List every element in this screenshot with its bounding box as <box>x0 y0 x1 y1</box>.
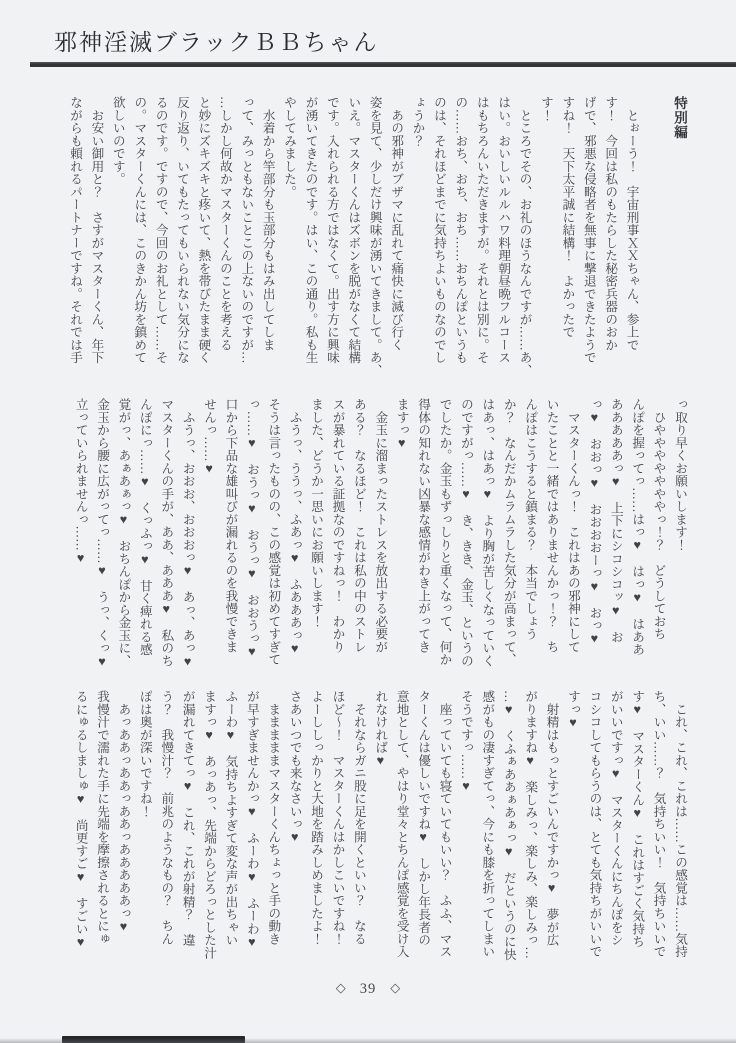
text-column: ほど〜！ マスターくんはかしこいですね！ <box>330 690 345 945</box>
band-2-columns <box>69 398 690 669</box>
title-divider-rule <box>30 62 736 67</box>
text-column: やしてみました。 <box>282 96 297 198</box>
text-column: …しかし何故かマスターくんのことを考える <box>217 96 232 351</box>
text-column: 金玉から腰に広がってっ……♥ うっ、くっ♥ <box>95 398 110 669</box>
text-column: っ……♥ おうっ♥ おうっ♥ おおうっ♥ <box>244 398 259 659</box>
text-column: 水着から竿部分も玉部分もはみ出してしま <box>260 96 275 351</box>
text-column: す♥ マスターくん♥ これはすごく気持ち <box>630 690 645 948</box>
text-column: ぽは奥が深いですね！ <box>137 690 152 818</box>
text-column: 姿を見て、少しだけ興味が湧いてきまして。あ、 <box>367 96 382 377</box>
text-column: お安い御用と？ さすがマスターくん、年下 <box>89 96 104 364</box>
text-column: す！ <box>538 96 553 122</box>
text-column: のは、それほどまでに気持ちよいものなのでし <box>431 96 446 364</box>
text-column: ふーわ♥ 気持ちよすぎて変な声が出ちゃい <box>223 690 238 947</box>
text-column: ょうか？ <box>410 96 425 147</box>
text-column: はあっ、はあっ♥ より胸が苦しくなっていく <box>480 398 495 668</box>
text-column: まままままマスターくんちょっと手の動き <box>266 690 281 945</box>
text-column: あああああっ♥ 上下にシコシコッ♥ お <box>608 398 623 644</box>
text-column: 我慢汁で濡れた手に先端を摩擦されるとにゅ <box>95 690 110 945</box>
text-column: でしたか。金玉もずっしりと重くなって、何か <box>437 398 452 666</box>
text-column: んぽを握ってっ……はっ♥ はっ♥ はああ <box>630 398 645 656</box>
text-column: が早すぎませんかっ♥ ふーわ♥ ふーわ♥ <box>244 690 259 950</box>
band-3-columns <box>69 690 690 961</box>
text-column: が漏れてきてっ♥ これ、これが射精？ 違 <box>180 690 195 947</box>
text-band-1 <box>64 96 690 377</box>
section-label: 特別編 <box>672 96 687 140</box>
text-column: のですがっ……♥ き、きき、金玉、というの <box>458 398 473 668</box>
text-column: マスターくんっ！ これはあの邪神にして <box>565 398 580 653</box>
scan-edge-shadow <box>0 1038 736 1043</box>
text-column: 意地として、やはり堂々とちんぽ感覚を受け入 <box>394 690 409 958</box>
text-column: これ、これ、これは……この感覚は……気持 <box>673 690 687 958</box>
text-column: …♥ くふぁああぁあぁっ♥ だというのに快 <box>501 690 516 961</box>
text-column: コシコしてもらうのは、とても気持ちがいいで <box>587 690 602 958</box>
text-column: か？ なんだかムラムラした気分が高まって、 <box>501 398 516 666</box>
text-column: それならガニ股に足を開くといい？ なる <box>351 690 366 945</box>
text-column: そうは言ったものの、この感覚は初めてすぎて <box>266 398 281 666</box>
text-column: ひやややややややっ！？ どうしておち <box>651 398 666 641</box>
text-column: よーししっかりと大地を踏みしめましたよ！ <box>309 690 324 945</box>
text-column: 感がもの凄すぎてっ、今にも膝を折ってしまい <box>480 690 495 958</box>
text-column: 立っていられませんっ……♥ <box>73 398 88 566</box>
text-column: 射精はもっとすごいんですかっ♥ 夢が広 <box>544 690 559 947</box>
text-column: あっああっああっああっあああああっ♥ <box>116 690 131 934</box>
text-column: いたことと一緒ではありませんかっ！？ ち <box>544 398 559 653</box>
text-column: スが暴れている証拠なのですねっ！ わかり <box>330 398 345 653</box>
text-column: 口から下品な雄叫びが漏れるのを我慢できま <box>223 398 238 653</box>
text-column: ある？ なるほど！ これは私の中のストレ <box>351 398 366 653</box>
text-column: せんっ……♥ <box>202 398 217 476</box>
band-1-columns <box>64 96 642 377</box>
text-column: とぉーう！ 宇宙刑事ＸＸちゃん、参上で <box>624 96 639 351</box>
text-band-3 <box>69 690 690 961</box>
footer-diamond-left-icon: ◇ <box>335 980 346 995</box>
text-column: れなければ♥ <box>373 690 388 768</box>
text-band-2 <box>69 398 690 669</box>
text-column: ふうっ、ううっ、ふあっ♥ ふあああっ♥ <box>287 398 302 656</box>
text-column: ターくんは優しいですね♥ しかし年長者の <box>416 690 431 947</box>
text-column: 覚がっ、あぁあぁっ♥ おちんぽから金玉に、 <box>116 398 131 668</box>
text-column: 座っていても寝ていてもいい？ ふふ、マス <box>437 690 452 958</box>
text-column: です。入れられる方ではなくて。出す方に興味 <box>324 96 339 364</box>
text-column: と妙にズキズキと疼いて、熱を帯びたまま硬く <box>196 96 211 364</box>
text-column: そうですっ……♥ <box>458 690 473 794</box>
page-footer <box>0 981 736 998</box>
text-column: 反り返り、いてもたってもいられない気分にな <box>175 96 190 364</box>
text-column: あの邪神がブザマに乱れて痛快に滅び行く <box>389 96 404 351</box>
text-column: るにゅるしましゅ♥ 尚更すご♥ すごい♥ <box>73 690 88 950</box>
text-column: ますっ♥ あっあっ、先端からどろっとした汁 <box>202 690 217 960</box>
text-column: マスターくんの手が、ああ、あああ♥ 私のち <box>159 398 174 668</box>
text-column: ところでその、お礼のほうなんですが……あ、 <box>517 96 532 377</box>
text-column: 得体の知れない凶暴な感情がわき上がってき <box>416 398 431 653</box>
text-column: はい。おいしいルルハワ料理朝昼晩フルコース <box>496 96 511 364</box>
footer-diamond-right-icon: ◇ <box>390 980 401 995</box>
text-column: 金玉に溜まったストレスを放出する必要が <box>373 398 388 653</box>
text-column: んぽはこうすると鎮まる？ 本当でしょう <box>523 398 538 641</box>
text-column: っ取り早くお願いします！ <box>673 398 687 551</box>
text-column: の。マスターくんには、このきかん坊を鎮めて <box>132 96 147 364</box>
text-column: はもちろんいただきますが。それとは別に。そ <box>474 96 489 364</box>
text-column: っ♥ おおっ♥ おおおおーっ♥ おっ♥ <box>587 398 602 646</box>
text-column: るのです。ですので、今回のお礼として……そ <box>153 96 168 364</box>
text-column: がりますね♥ 楽しみっ、楽しみ、楽しみっ… <box>523 690 538 960</box>
text-column: げで、邪悪な侵略者を無事に撃退できたようで <box>581 96 596 364</box>
text-column: ながらも頼れるパートナーですね。それでは手 <box>68 96 83 364</box>
doc-title: 邪神淫滅ブラックＢＢちゃん <box>54 30 379 55</box>
page-number: 39 <box>359 981 377 997</box>
text-column: の……おち、おち、おち……おちんぽというも <box>453 96 468 364</box>
text-column: ち、いい……？ 気持ちいい！ 気持ちいいで <box>651 690 666 958</box>
text-column: すね！ 天下太平誠に結構！ よかったで <box>560 96 575 339</box>
text-column: ふうっ、おおお、おおおっ♥ あっ、あっ♥ <box>180 398 195 669</box>
text-column: す！ 今回は私のもたらした秘密兵器のおか <box>603 96 618 351</box>
text-column: ますっ♥ <box>394 398 409 451</box>
text-column: う？ 我慢汁？ 前兆のようなもの？ ちん <box>159 690 174 945</box>
text-column: すっ♥ <box>565 690 580 730</box>
text-column: がいいですっ♥ マスターくんにちんぽをシ <box>608 690 623 947</box>
text-column: ました、どうか一思いにお願いします！ <box>309 398 324 628</box>
text-column: んぽにっ……♥ くっふっ♥ 甘く痺れる感 <box>137 398 152 656</box>
text-column: 欲しいのです。 <box>110 96 125 186</box>
text-column: いえ。マスターくんはズボンを脱がなくて結構 <box>346 96 361 364</box>
text-column: って、みっともないことこの上ないのですが… <box>239 96 254 364</box>
text-column: が湧いてきたのです。はい、この通り。私も生 <box>303 96 318 364</box>
text-column: さあいつでも来なさいっ♥ <box>287 690 302 845</box>
